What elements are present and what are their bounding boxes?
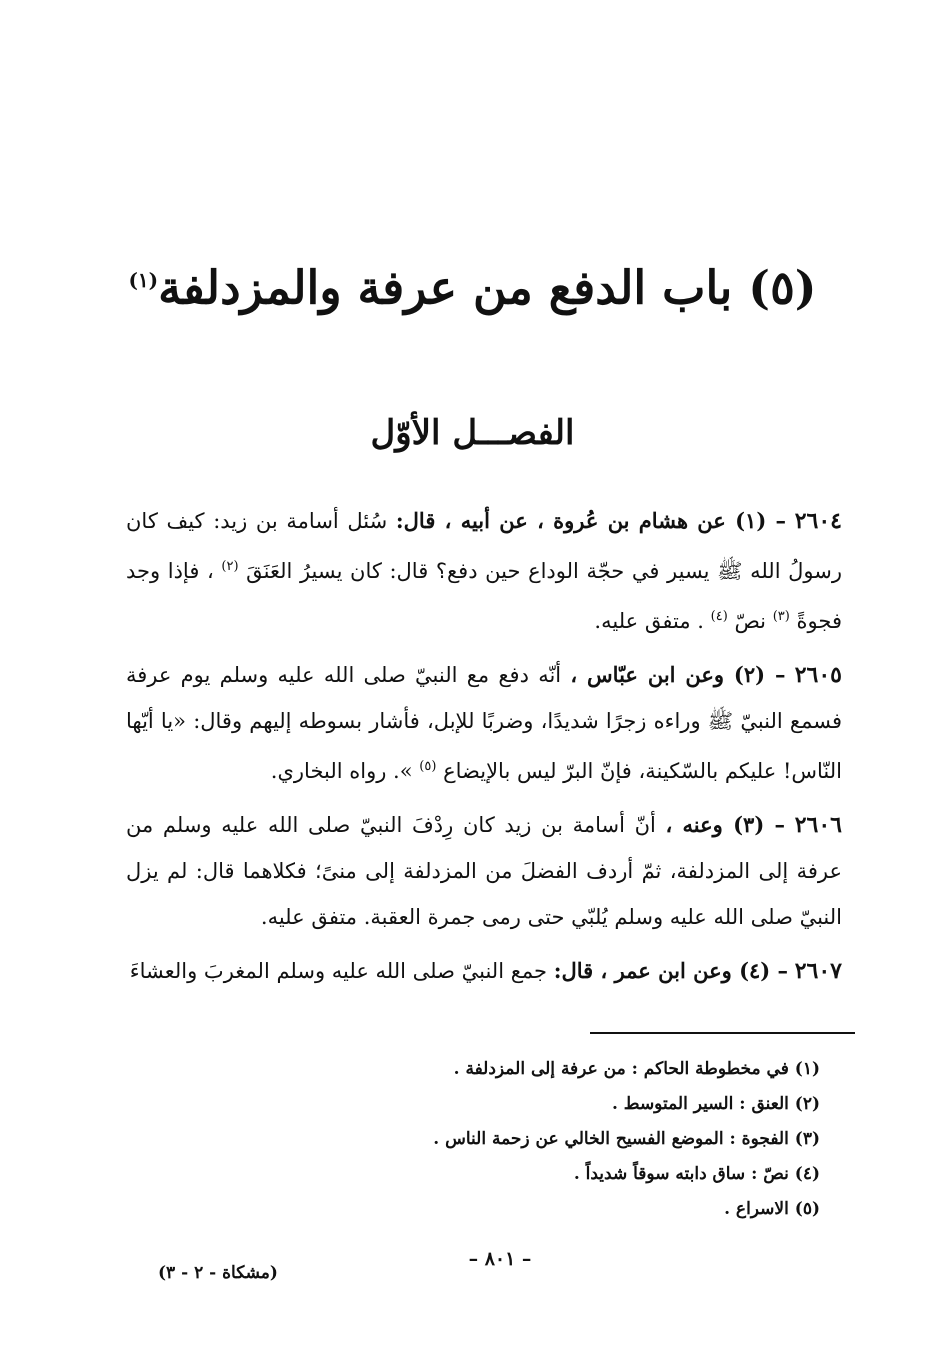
hadith-lead: – (٤) وعن ابن عمر ، قال:: [553, 958, 789, 983]
footnote-4: (٤) نصّ : ساق دابته سوقاً شديداً .: [573, 1164, 820, 1184]
hadith-list: [126, 498, 842, 1002]
footnote-ref: (٣): [772, 609, 790, 624]
hadith-text: أنّه دفع مع النبيّ صلى الله عليه وسلم يوم عرفة فسمع النبيّ ﷺ وراءه زجرًا شديدًا، وضربًا للإبل، فأشار بسوطه إليهم وقال: «يا أيّها النّاس! عليكم بالسّكينة، فإنّ البرّ ليس بالإيضاع: [126, 663, 842, 783]
hadith-lead: – (١) عن هشام بن عُروة ، عن أبيه ، قال:: [395, 508, 787, 533]
hadith-number: ٢٦٠٤: [794, 508, 842, 534]
section-title: الفصـــل الأوّل: [370, 413, 575, 453]
hadith-number: ٢٦٠٦: [794, 812, 842, 838]
hadith-2605: [126, 652, 842, 794]
hadith-text: . متفق عليه.: [594, 609, 704, 633]
footnote-ref: (٥): [419, 759, 437, 774]
chapter-title: [60, 250, 885, 317]
footnote-3: (٣) الفجوة : الموضع الفسيح الخالي عن زحمة الناس .: [433, 1129, 820, 1149]
footnote-5: (٥) الاسراع .: [724, 1199, 820, 1219]
chapter-footnote-ref: (١): [128, 268, 159, 292]
print-signature: (مشكاة - ٢ - ٣): [158, 1263, 278, 1283]
hadith-number: ٢٦٠٧: [794, 958, 842, 984]
hadith-text: سُئل أسامة بن زيد: كيف كان رسولُ الله ﷺ يسير في حجّة الوداع حين دفع؟ قال: كان يسيرُ العَنَقَ: [126, 509, 842, 583]
hadith-text: ». رواه البخاري.: [270, 759, 413, 783]
hadith-number: ٢٦٠٥: [794, 662, 842, 688]
hadith-2606: [126, 802, 842, 940]
footnote-ref: (٢): [221, 559, 239, 574]
chapter-title-text: (٥) باب الدفع من عرفة والمزدلفة: [158, 260, 817, 315]
hadith-2607: [126, 948, 842, 994]
hadith-text: ، فإذا وجد فجوةً: [126, 559, 842, 633]
footnote-divider: [590, 1032, 855, 1034]
footnotes: [300, 1052, 820, 1227]
hadith-text: نصّ: [734, 609, 767, 633]
page-number: – ٨٠١ –: [468, 1248, 532, 1270]
footnote-2: (٢) العنق : السير المتوسط .: [611, 1094, 820, 1114]
hadith-lead: – (٢) وعن ابن عبّاس ،: [570, 662, 786, 687]
hadith-text: أنّ أسامة بن زيد كان رِدْفَ النبيّ صلى الله عليه وسلم من عرفة إلى المزدلفة، ثمّ أردف الفضلَ من المزدلفة إلى منىً؛ فكلاهما قال: لم يزل النبيّ صلى الله عليه وسلم يُلبّي حتى رمى جمرة العقبة. متفق عليه.: [126, 813, 842, 929]
footnote-ref: (٤): [710, 609, 728, 624]
hadith-text: جمع النبيّ صلى الله عليه وسلم المغربَ والعشاءَ: [129, 959, 548, 983]
footnote-1: (١) في مخطوطة الحاكم : من عرفة إلى المزدلفة .: [453, 1059, 820, 1079]
hadith-lead: – (٣) وعنه ،: [665, 812, 786, 837]
hadith-2604: [126, 498, 842, 644]
